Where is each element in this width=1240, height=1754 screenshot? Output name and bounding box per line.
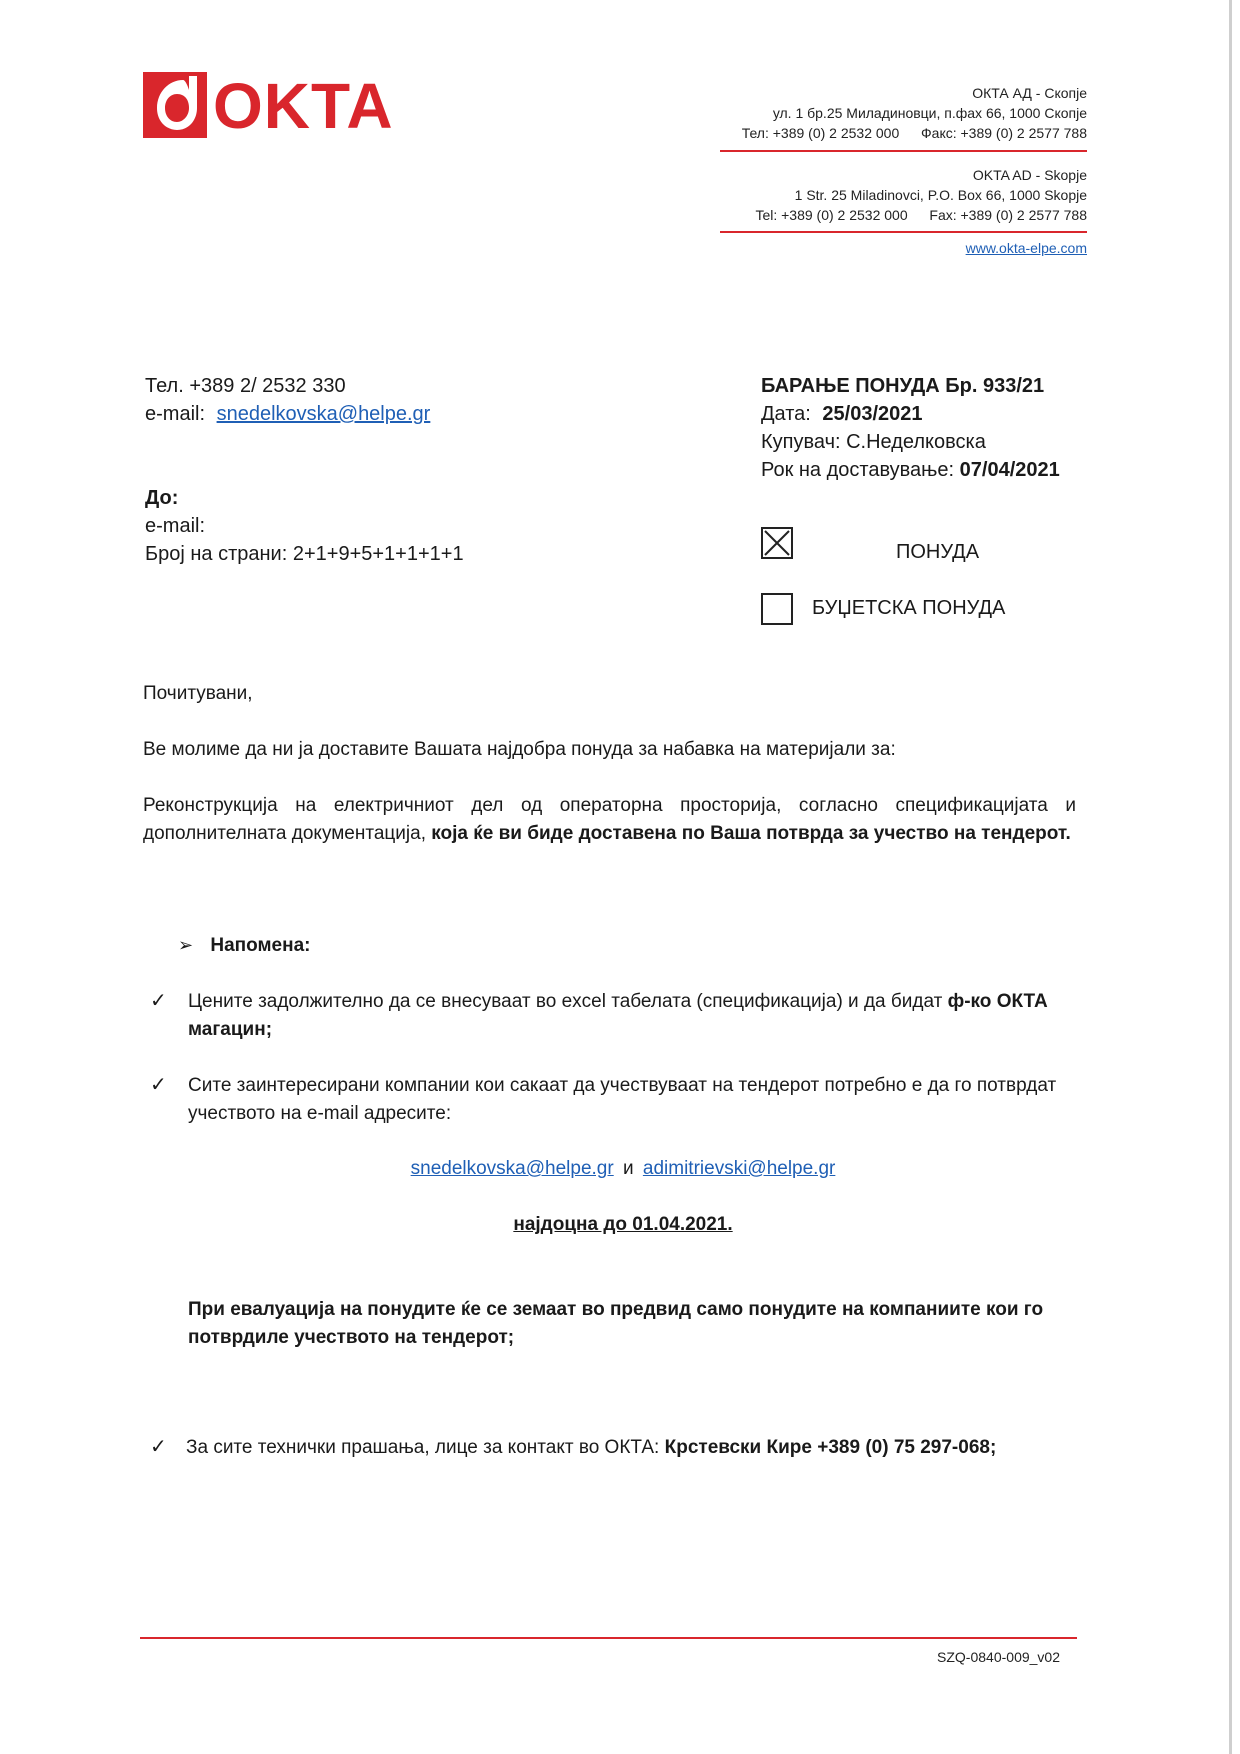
recipient-to-label: До:	[145, 487, 179, 509]
budget-offer-option-label: БУЏЕТСКА ПОНУДА	[812, 597, 1006, 619]
website-link[interactable]: www.okta-elpe.com	[965, 240, 1087, 256]
request-date-label: Дата:	[761, 403, 811, 425]
arrow-bullet-icon: ➢	[178, 935, 194, 956]
request-title: БАРАЊЕ ПОНУДА Бр. 933/21	[761, 375, 1045, 397]
request-deadline-label: Рок на доставување:	[761, 459, 955, 481]
intro-paragraph: Ве молиме да ни ја доставите Вашата најдобра понуда за набавка на материјали за:	[143, 739, 896, 760]
company-logo	[143, 70, 403, 142]
recipient-block	[145, 484, 464, 568]
cross-mark-icon	[763, 529, 791, 557]
sender-email-row	[145, 400, 430, 428]
bullet-contact	[186, 1434, 1086, 1462]
description-bold: која ќе ви биде доставена по Ваша потврда за учество на тендерот.	[431, 823, 1071, 844]
company-address-en: 1 Str. 25 Miladinovci, P.O. Box 66, 1000 Skopje	[794, 187, 1087, 203]
company-name-mk: ОКТА АД - Скопје	[972, 85, 1087, 101]
footer-divider	[140, 1637, 1077, 1639]
sender-block	[145, 372, 430, 428]
footer-code: SZQ-0840-009_v02	[937, 1649, 1060, 1665]
contact-plain: За сите технички прашања, лице за контакт во ОКТА:	[186, 1437, 660, 1458]
request-buyer: С.Неделковска	[846, 431, 986, 453]
note-heading	[178, 932, 311, 960]
offer-option-label: ПОНУДА	[896, 541, 980, 563]
logo-wordmark: OKTA	[213, 70, 394, 142]
request-date: 25/03/2021	[822, 403, 923, 425]
company-phone-mk: Тел: +389 (0) 2 2532 000	[741, 125, 900, 141]
company-fax-en: Fax: +389 (0) 2 2577 788	[929, 207, 1087, 223]
company-info-en	[667, 165, 1087, 225]
check-icon: ✓	[150, 1434, 167, 1458]
recipient-pages: 2+1+9+5+1+1+1+1	[292, 543, 464, 565]
company-fax-mk: Факс: +389 (0) 2 2577 788	[921, 125, 1087, 141]
description-paragraph	[143, 792, 1076, 848]
company-contact-mk	[667, 123, 1087, 143]
request-buyer-label: Купувач:	[761, 431, 841, 453]
contact-bold: Крстевски Кире +389 (0) 75 297-068;	[664, 1437, 997, 1458]
company-phone-en: Tel: +389 (0) 2 2532 000	[755, 207, 908, 223]
recipient-pages-label: Број на страни:	[145, 543, 288, 565]
header-divider-2	[720, 231, 1087, 233]
confirm-emails	[188, 1155, 1058, 1183]
company-contact-en	[667, 205, 1087, 225]
company-name-en: OKTA AD - Skopje	[972, 167, 1087, 183]
sender-email-label: e-mail:	[145, 403, 206, 425]
request-block	[761, 372, 1060, 484]
email-link-adimitrievski[interactable]: adimitrievski@helpe.gr	[642, 1158, 836, 1179]
greeting: Почитувани,	[143, 683, 253, 704]
request-deadline-row	[761, 456, 1060, 484]
sender-email-link[interactable]: snedelkovska@helpe.gr	[216, 403, 431, 425]
note-label: Напомена:	[210, 935, 311, 956]
deadline-note: најдоцна до 01.04.2021.	[513, 1214, 733, 1235]
email-link-snedelkovska[interactable]: snedelkovska@helpe.gr	[410, 1158, 614, 1179]
evaluation-note: При евалуација на понудите ќе се земаат во предвид само понудите на компаниите кои го потврдиле учеството на тендерот;	[188, 1299, 1044, 1348]
website-row	[787, 238, 1087, 258]
bullet-prices	[188, 988, 1078, 1044]
scan-page-edge	[1229, 0, 1232, 1754]
check-icon: ✓	[150, 988, 167, 1012]
company-info-mk	[667, 83, 1087, 143]
recipient-pages-row	[145, 540, 464, 568]
header-divider-1	[720, 150, 1087, 152]
recipient-email-label: e-mail:	[145, 515, 206, 537]
check-icon: ✓	[150, 1072, 167, 1096]
bullet-confirm: Сите заинтересирани компании кои сакаат да учествуваат на тендерот потребно е да го потврдат учеството на e-mail адресите:	[188, 1075, 1057, 1124]
emails-and: и	[622, 1158, 634, 1179]
bullet-prices-plain: Цените задолжително да се внесуваат во excel табелата (спецификација) и да бидат	[188, 991, 943, 1012]
company-address-mk: ул. 1 бр.25 Миладиновци, п.фах 66, 1000 Скопје	[772, 105, 1087, 121]
sender-phone: Тел. +389 2/ 2532 330	[145, 375, 346, 397]
offer-checkbox[interactable]	[761, 527, 793, 559]
request-date-row	[761, 400, 1060, 428]
request-buyer-row	[761, 428, 1060, 456]
budget-offer-checkbox[interactable]	[761, 593, 793, 625]
description-plain: Реконструкција на електричниот дел од операторна просторија, согласно спецификацијата и дополнителната документација,	[143, 795, 1076, 844]
request-deadline: 07/04/2021	[959, 459, 1060, 481]
bullet-prices-bold: ф-ко ОКТА магацин;	[188, 991, 1048, 1040]
